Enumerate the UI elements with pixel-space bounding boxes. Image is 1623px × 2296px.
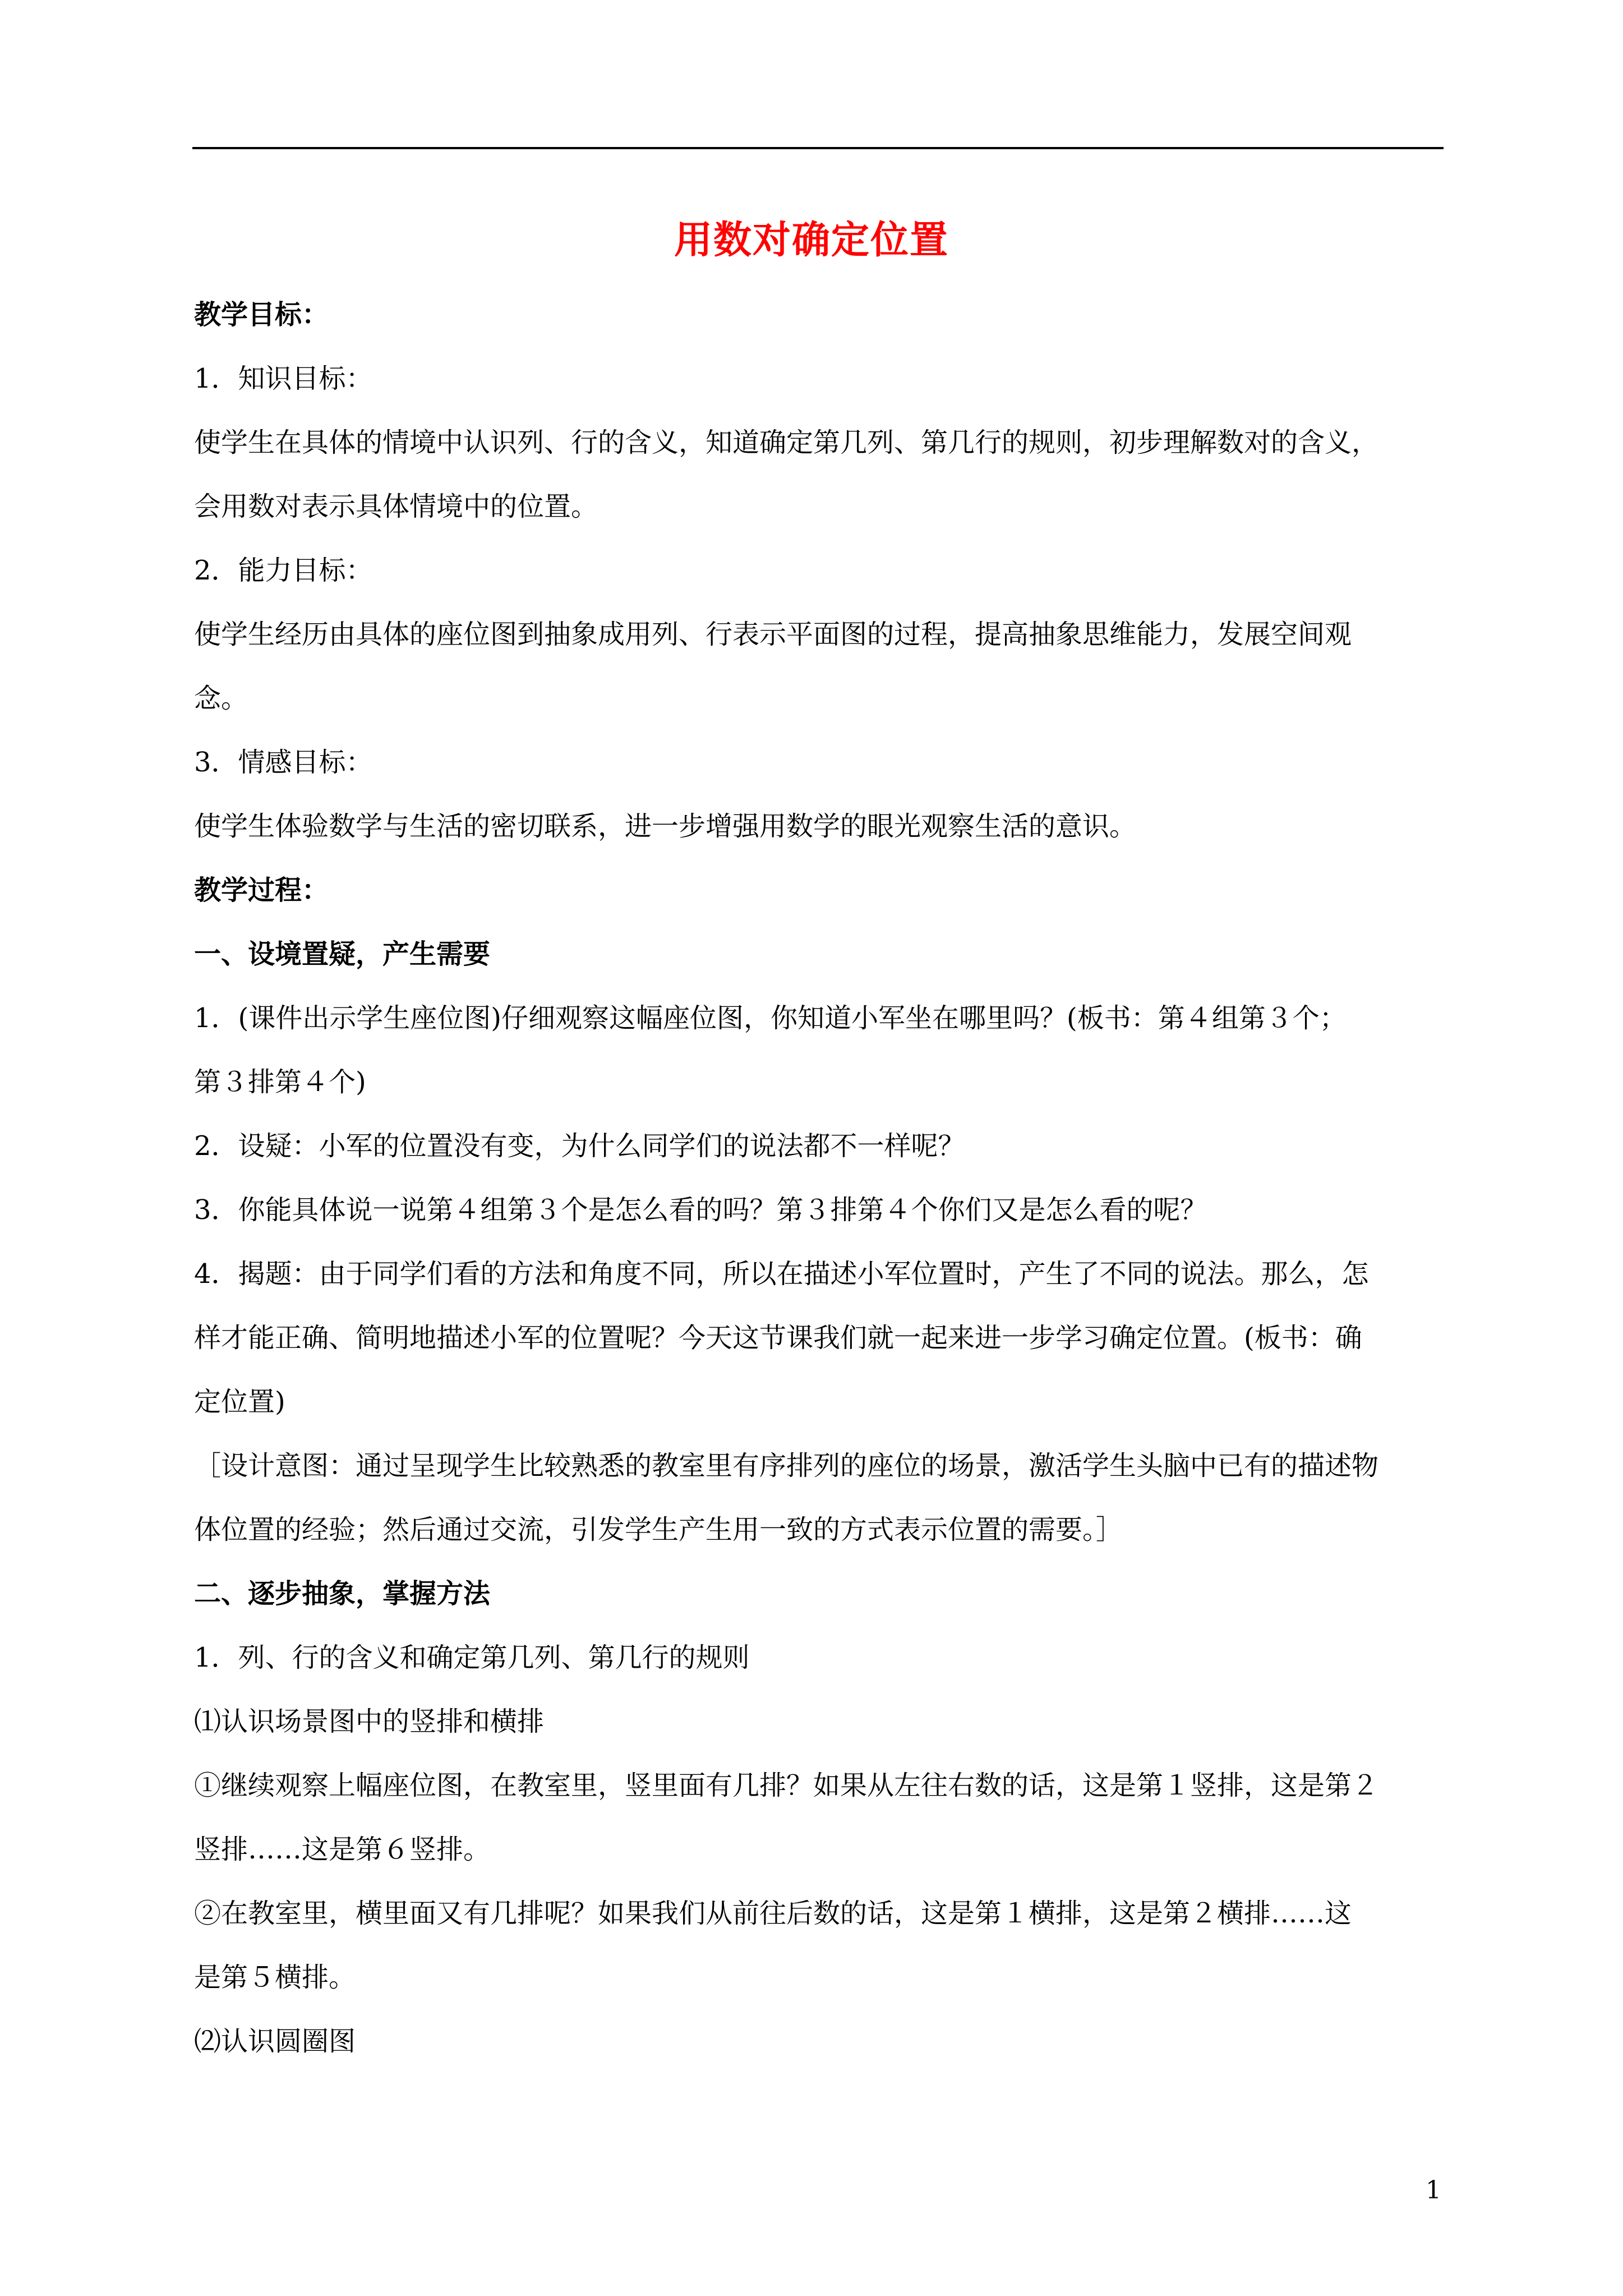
section-heading-goals: 教学目标：	[194, 299, 329, 330]
paragraph-line: 使学生在具体的情境中认识列、行的含义，知道确定第几列、第几行的规则，初步理解数对的含义，	[194, 427, 1379, 458]
section-heading-part-two: 二、逐步抽象，掌握方法	[194, 1578, 491, 1609]
paragraph-line: 样才能正确、简明地描述小军的位置呢？今天这节课我们就一起来进一步学习确定位置。(板书：确	[194, 1322, 1362, 1354]
paragraph-line: 会用数对表示具体情境中的位置。	[194, 491, 598, 522]
paragraph-line: ②在教室里，横里面又有几排呢？如果我们从前往后数的话，这是第１横排，这是第２横排……这	[194, 1898, 1352, 1929]
paragraph-line: ⑵认识圆圈图	[194, 2026, 356, 2057]
paragraph-line: 使学生经历由具体的座位图到抽象成用列、行表示平面图的过程，提高抽象思维能力，发展空间观	[194, 619, 1352, 650]
design-intent-line: ［设计意图：通过呈现学生比较熟悉的教室里有序排列的座位的场景，激活学生头脑中已有的描述物	[194, 1450, 1379, 1481]
paragraph-line: 3．你能具体说一说第４组第３个是怎么看的吗？第３排第４个你们又是怎么看的呢？	[194, 1194, 1207, 1226]
paragraph-line: 1．(课件出示学生座位图)仔细观察这幅座位图，你知道小军坐在哪里吗？(板书：第４组第３个；	[194, 1002, 1347, 1034]
paragraph-line: 4．揭题：由于同学们看的方法和角度不同，所以在描述小军位置时，产生了不同的说法。那么，怎	[194, 1258, 1369, 1290]
goal-heading-emotion: 3．情感目标：	[194, 747, 373, 778]
page-number: 1	[1426, 2176, 1441, 2205]
section-heading-process: 教学过程：	[194, 875, 329, 906]
document-body	[194, 298, 1445, 2089]
header-rule	[192, 147, 1444, 149]
paragraph-line: 竖排……这是第６竖排。	[194, 1834, 491, 1865]
paragraph-line: ①继续观察上幅座位图，在教室里，竖里面有几排？如果从左往右数的话，这是第１竖排，这是第２	[194, 1770, 1379, 1801]
design-intent-line: 体位置的经验；然后通过交流，引发学生产生用一致的方式表示位置的需要。］	[194, 1514, 1123, 1545]
paragraph-line: 定位置)	[194, 1386, 285, 1418]
document-title: 用数对确定位置	[674, 218, 949, 263]
paragraph-line: 是第５横排。	[194, 1962, 356, 1993]
goal-heading-knowledge: 1．知识目标：	[194, 363, 373, 394]
paragraph-line: ⑴认识场景图中的竖排和横排	[194, 1706, 545, 1737]
goal-heading-ability: 2．能力目标：	[194, 555, 373, 586]
paragraph-line: 1．列、行的含义和确定第几列、第几行的规则	[194, 1642, 750, 1673]
paragraph-line: 2．设疑：小军的位置没有变，为什么同学们的说法都不一样呢？	[194, 1130, 965, 1162]
paragraph-line: 使学生体验数学与生活的密切联系，进一步增强用数学的眼光观察生活的意识。	[194, 811, 1137, 842]
section-heading-part-one: 一、设境置疑，产生需要	[194, 938, 491, 970]
paragraph-line: 第３排第４个)	[194, 1066, 366, 1098]
paragraph-line: 念。	[194, 683, 248, 714]
